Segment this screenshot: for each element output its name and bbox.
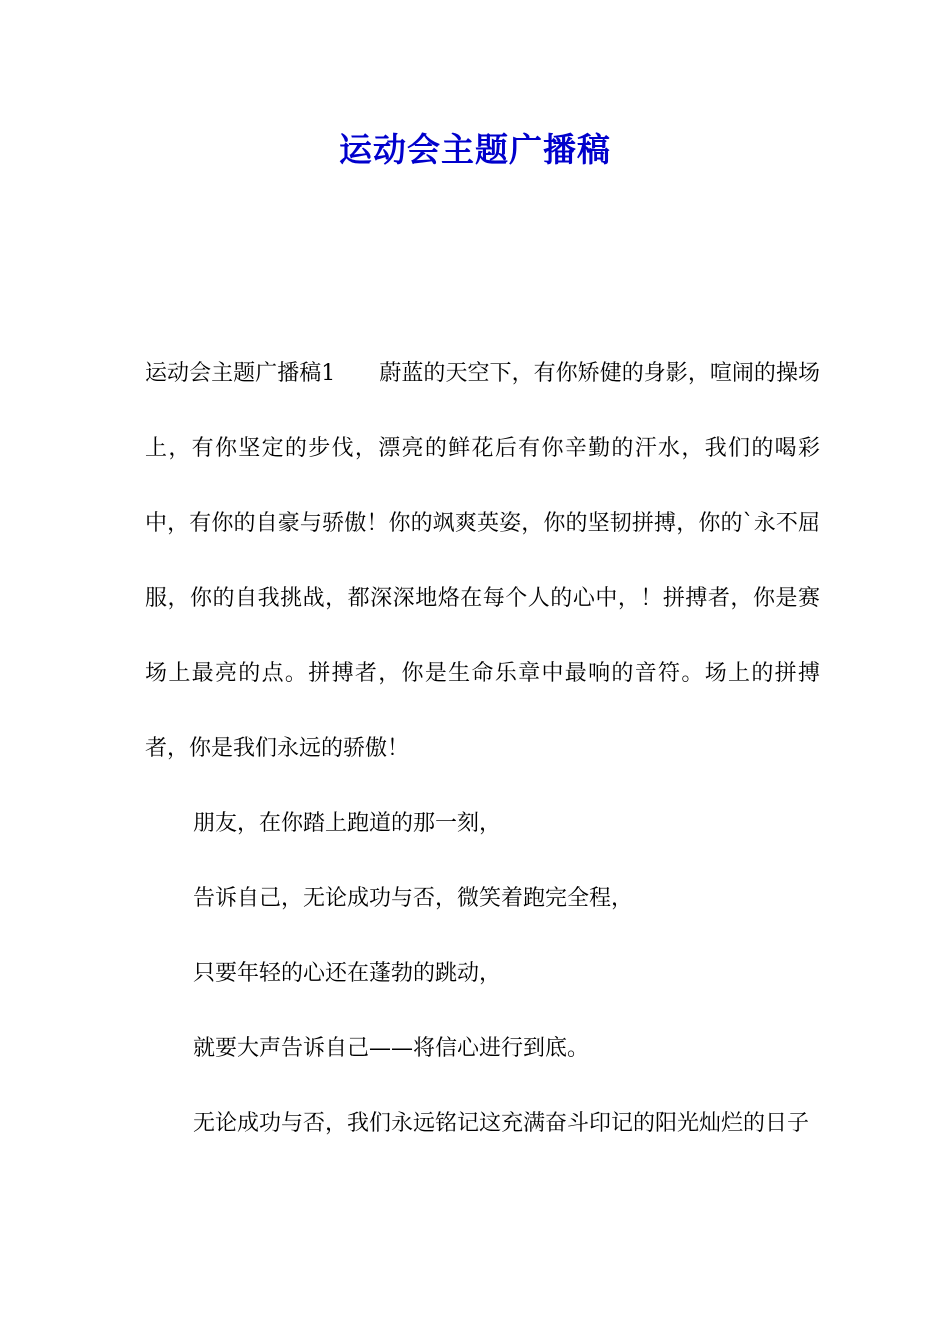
paragraph-line-1: 朋友，在你踏上跑道的那一刻，: [193, 811, 502, 836]
document-body: [145, 336, 820, 1161]
paragraph-line-4: 就要大声告诉自己——将信心进行到底。: [193, 1036, 590, 1061]
paragraph-line-3: 只要年轻的心还在蓬勃的跳动，: [193, 961, 502, 986]
paragraph-line-2: 告诉自己，无论成功与否，微笑着跑完全程，: [193, 886, 634, 911]
paragraph-line-5: 无论成功与否，我们永远铭记这充满奋斗印记的阳光灿烂的日子: [193, 1111, 810, 1136]
paragraph-intro: 运动会主题广播稿1 蔚蓝的天空下，有你矫健的身影，喧闹的操场上，有你坚定的步伐，漂亮的鲜花后有你辛勤的汗水，我们的喝彩中，有你的自豪与骄傲！你的飒爽英姿，你的坚韧拼搏，你的`永不屈服，你的自我挑战，都深深地烙在每个人的心中，！拼搏者，你是赛场上最亮的点。拼搏者，你是生命乐章中最响的音符。场上的拼搏者，你是我们永远的骄傲！: [145, 361, 820, 761]
document-title: 运动会主题广播稿: [339, 130, 611, 169]
